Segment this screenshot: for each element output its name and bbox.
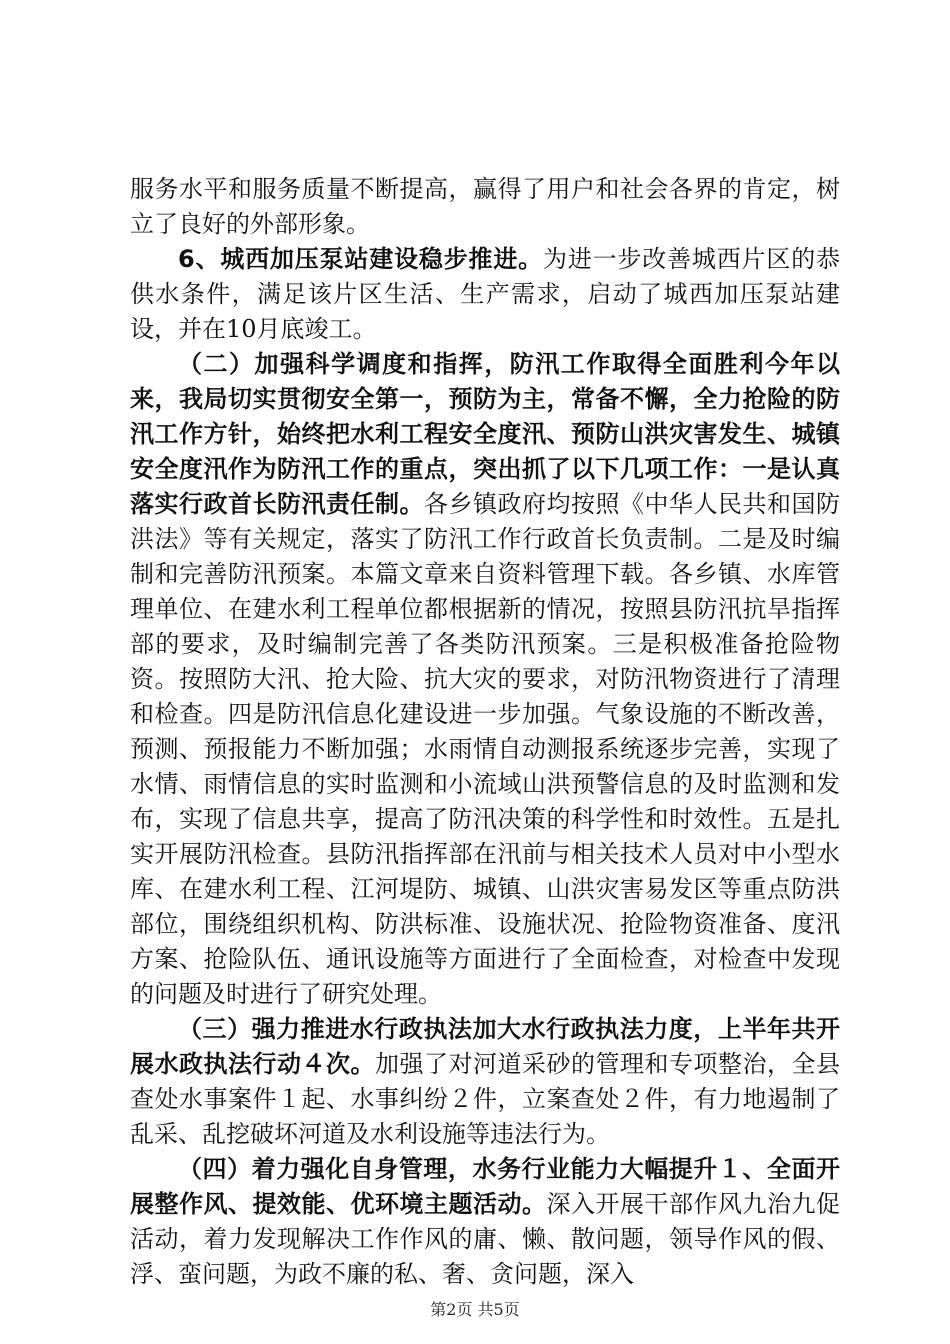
- paragraph-lead: （三）强力推进水行政执法加大水行政执法力度，上半年共开展水政执法行动４次。: [130, 1015, 840, 1078]
- document-page: [130, 172, 840, 1292]
- paragraph-body: 加强了对河道采砂的管理和专项整治，全县查处水事案件１起、水事纠纷２件，立案查处２件，有力地遏制了乱采、乱挖破坏河道及水利设施等违法行为。: [130, 1050, 840, 1148]
- paragraph-lead: （二）加强科学调度和指挥，防汛工作取得全面胜利今年以来，我局切实贯彻安全第一，预防为主，常备不懈，全力抢险的防汛工作方针，始终把水利工程安全度汛、预防山洪灾害发生、城镇安全度汛作为防汛工作的重点，突出抓了以下几项工作：一是认真落实行政首长防汛责任制。: [130, 350, 840, 518]
- paragraph-pump-station: [130, 242, 840, 347]
- paragraph-law-enforcement: [130, 1012, 840, 1152]
- paragraph-lead: （四）着力强化自身管理，水务行业能力大幅提升１、全面开展整作风、提效能、优环境主题活动。: [130, 1155, 840, 1218]
- page-number: 第2页 共5页: [430, 1300, 520, 1319]
- paragraph-self-management: [130, 1152, 840, 1292]
- paragraph-body: 服务水平和服务质量不断提高，赢得了用户和社会各界的肯定，树立了良好的外部形象。: [130, 175, 840, 238]
- paragraph-body: 深入开展干部作风九治九促活动，着力发现解决工作作风的庸、懒、散问题，领导作风的假、浮、蛮问题，为政不廉的私、奢、贪问题，深入: [130, 1190, 840, 1288]
- paragraph-continuation: [130, 172, 840, 242]
- page-footer: [0, 1300, 950, 1320]
- paragraph-body: 各乡镇政府均按照《中华人民共和国防洪法》等有关规定，落实了防汛工作行政首长负责制。二是及时编制和完善防汛预案。本篇文章来自资料管理下载。各乡镇、水库管理单位、在建水利工程单位都根据新的情况，按照县防汛抗旱指挥部的要求，及时编制完善了各类防汛预案。三是积极准备抢险物资。按照防大汛、抢大险、抗大灾的要求，对防汛物资进行了清理和检查。四是防汛信息化建设进一步加强。气象设施的不断改善，预测、预报能力不断加强；水雨情自动测报系统逐步完善，实现了水情、雨情信息的实时监测和小流域山洪预警信息的及时监测和发布，实现了信息共享，提高了防汛决策的科学性和时效性。五是扎实开展防汛检查。县防汛指挥部在汛前与相关技术人员对中小型水库、在建水利工程、江河堤防、城镇、山洪灾害易发区等重点防洪部位，围绕组织机构、防洪标准、设施状况、抢险物资准备、度汛方案、抢险队伍、通讯设施等方面进行了全面检查，对检查中发现的问题及时进行了研究处理。: [130, 490, 840, 1008]
- paragraph-lead: 6、城西加压泵站建设稳步推进。: [178, 245, 543, 273]
- paragraph-flood-control: [130, 347, 840, 1012]
- paragraph-body: 为进一步改善城西片区的恭供水条件，满足该片区生活、生产需求，启动了城西加压泵站建设，并在10月底竣工。: [130, 245, 841, 343]
